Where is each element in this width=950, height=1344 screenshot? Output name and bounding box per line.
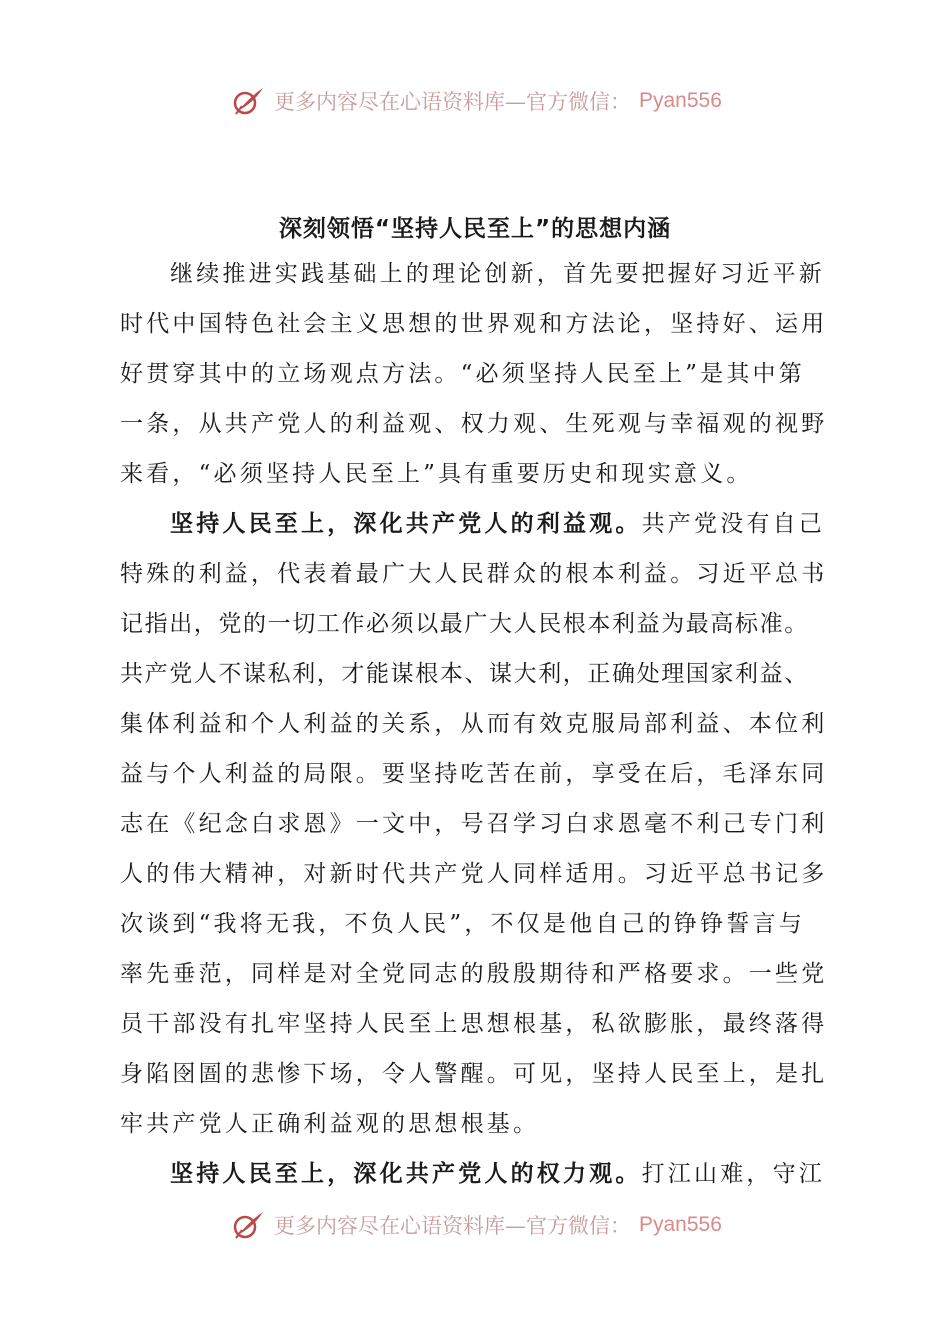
document-title: 深刻领悟“坚持人民至上”的思想内涵: [278, 216, 672, 242]
quill-logo-icon: [230, 84, 266, 118]
paragraph-3-lead-rest: 打江山难，守江: [641, 1161, 826, 1187]
watermark-header: [230, 84, 722, 118]
paragraph-2-line-8: 次谈到“我将无我，不负人民”，不仅是他自己的铮铮誓言与: [120, 911, 805, 937]
paragraph-2-line-6: 志在《纪念白求恩》一文中，号召学习白求恩毫不利己专门利: [120, 811, 828, 837]
paragraph-2-heading: 坚持人民至上，深化共产党人的利益观。: [170, 511, 642, 537]
paragraph-2-line-1: 特殊的利益，代表着最广大人民群众的根本利益。习近平总书: [120, 561, 828, 587]
paragraph-2-line-7: 人的伟大精神，对新时代共产党人同样适用。习近平总书记多: [120, 861, 828, 887]
paragraph-1-line-2: 时代中国特色社会主义思想的世界观和方法论，坚持好、运用: [120, 311, 828, 337]
paragraph-1-line-1: 继续推进实践基础上的理论创新，首先要把握好习近平新: [170, 261, 825, 287]
watermark-text: 更多内容尽在心语资料库—官方微信：: [274, 90, 631, 114]
paragraph-3-heading: 坚持人民至上，深化共产党人的权力观。: [170, 1161, 642, 1187]
paragraph-2-line-5: 益与个人利益的局限。要坚持吃苦在前，享受在后，毛泽东同: [120, 761, 828, 787]
paragraph-2-line-10: 员干部没有扎牢坚持人民至上思想根基，私欲膨胀，最终落得: [120, 1011, 828, 1037]
quill-logo-icon: [230, 1208, 266, 1242]
watermark-wechat-id: Pyan556: [639, 89, 722, 112]
paragraph-1-line-5: 来看，“必须坚持人民至上”具有重要历史和现实意义。: [120, 461, 753, 487]
paragraph-2-line-3: 共产党人不谋私利，才能谋根本、谋大利，正确处理国家利益、: [120, 661, 809, 687]
paragraph-2-lead: [120, 499, 840, 549]
paragraph-2-lead-rest: 共产党没有自己: [641, 511, 826, 537]
paragraph-2-line-11: 身陷囹圄的悲惨下场，令人警醒。可见，坚持人民至上，是扎: [120, 1061, 828, 1087]
paragraph-2-line-12: 牢共产党人正确利益观的思想根基。: [120, 1111, 540, 1137]
paragraph-1-line-3: 好贯穿其中的立场观点方法。“必须坚持人民至上”是其中第: [120, 361, 805, 387]
watermark-wechat-id: Pyan556: [639, 1213, 722, 1236]
paragraph-2-line-9: 率先垂范，同样是对全党同志的殷殷期待和严格要求。一些党: [120, 961, 828, 987]
paragraph-2-line-2: 记指出，党的一切工作必须以最广大人民根本利益为最高标准。: [120, 611, 809, 637]
watermark-footer: [230, 1208, 722, 1242]
paragraph-3-lead: [120, 1149, 840, 1199]
document-body: [120, 249, 840, 1199]
watermark-text: 更多内容尽在心语资料库—官方微信：: [274, 1214, 631, 1238]
paragraph-1-line-4: 一条，从共产党人的利益观、权力观、生死观与幸福观的视野: [120, 411, 828, 437]
paragraph-2-line-4: 集体利益和个人利益的关系，从而有效克服局部利益、本位利: [120, 711, 828, 737]
